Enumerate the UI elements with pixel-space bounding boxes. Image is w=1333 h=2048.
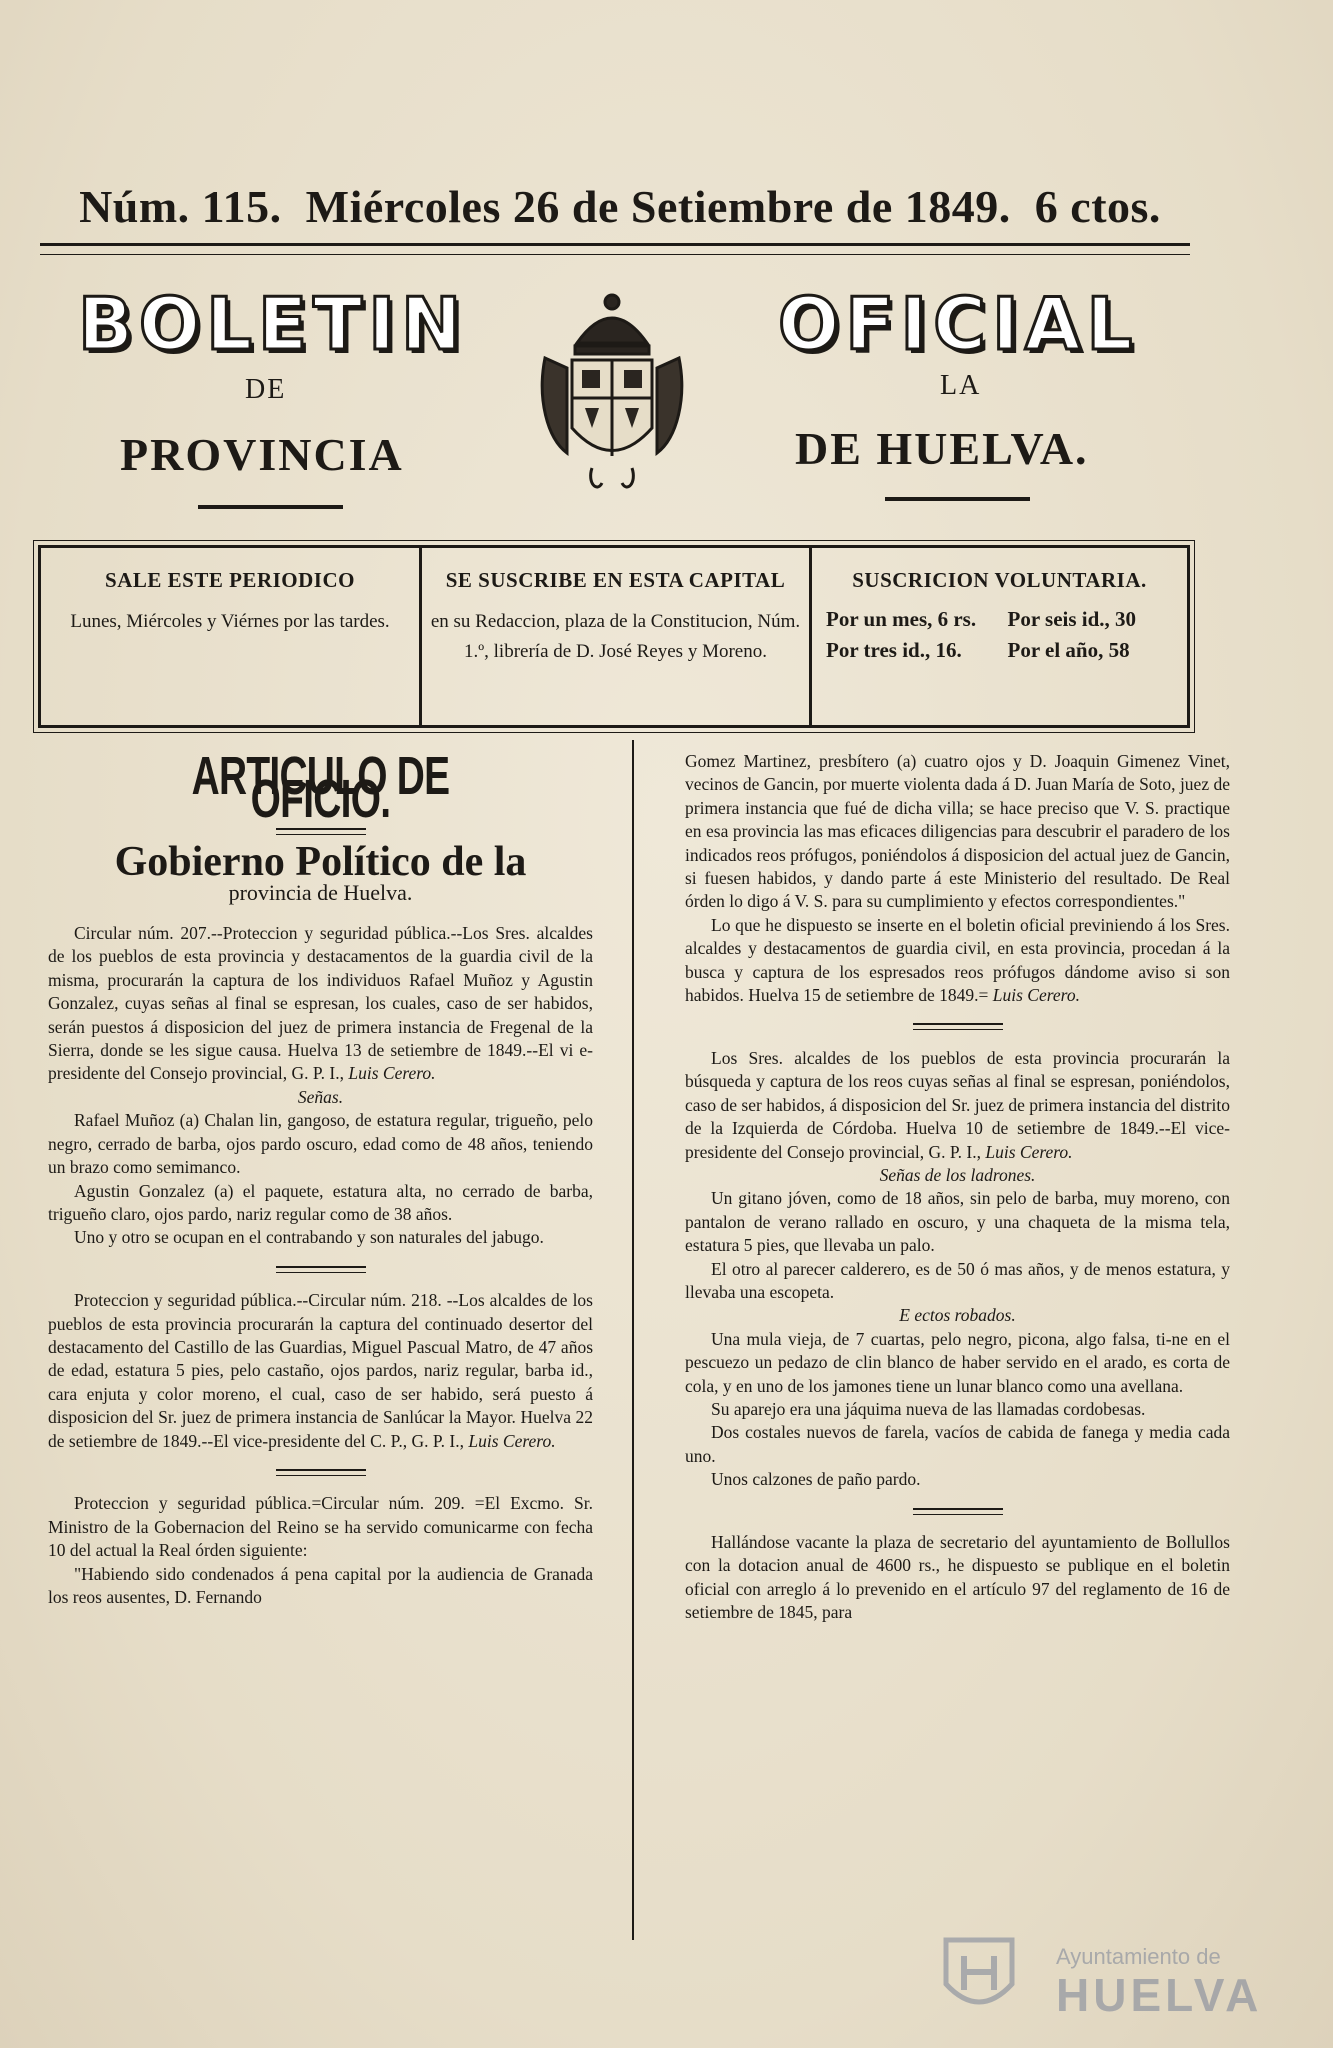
title-la: LA (940, 370, 982, 401)
price-list (818, 607, 1181, 663)
info-publication-text: Lunes, Miércoles y Viérnes por las tardes. (70, 611, 390, 632)
title-oficial: OFICIAL (778, 282, 1139, 366)
ornament-rule (48, 1256, 593, 1279)
senas-heading: Señas. (297, 1086, 344, 1107)
title-provincia: PROVINCIA (120, 429, 404, 480)
title-de: DE (245, 374, 287, 405)
city-shield-icon (940, 1934, 1018, 2020)
left-column (48, 746, 593, 1609)
info-publication-heading: SALE ESTE PERIODICO (105, 568, 355, 592)
lo-que-paragraph: Lo que he dispuesto se inserte en el boletin oficial previniendo á los Sres. alcaldes y destacamentos de guardia civil, en esta provincia, procedan á la busca y captura de los espresados reos prófugos dándome aviso si son habidos. Huelva 15 de setiembre de 1849.= Luis Cerero. (685, 914, 1230, 1006)
watermark-small-text: Ayuntamiento de (1056, 1944, 1221, 1969)
aparejo-description: Su aparejo era una jáquima nueva de las llamadas cordobesas. (711, 1398, 1146, 1419)
issue-date: Miércoles 26 de Setiembre de 1849. (305, 181, 1011, 232)
real-orden-continued: Gomez Martinez, presbítero (a) cuatro ojos y D. Joaquin Gimenez Vinet, vecinos de Gancin, por muerte violenta dada á D. Juan María de Soto, juez de primera instancia que fué de dicha villa; se hace preciso que V. S. practique en esa provincia las mas eficaces diligencias para descubrir el paradero de los indicados reos prófugos, poniéndolos á disposicion del actual juez de Gancin, si fuesen habidos, y dando parte á este Ministerio del resultado. De Real órden lo digo á V. S. para su cumplimiento y efectos correspondientes." (685, 751, 1230, 912)
circular-207: Circular núm. 207.--Proteccion y seguridad pública.--Los Sres. alcaldes de los pueblos de esta provincia y destacamentos de la guardia civil de la misma, procurarán la captura de los individuos Rafael Muñoz y Agustin Gonzalez, cuyas señas al final se espresan, los cuales, caso de ser habidos, serán puestos á disposicion del juez de primera instancia de Fregenal de la Sierra, donde se les sigue causa. Huelva 13 de setiembre de 1849.--El vi e-presidente del Consejo provincial, G. P. I., Luis Cerero. (48, 923, 593, 1084)
mula-description: Una mula vieja, de 7 cuartas, pelo negro, picona, algo falsa, ti-ne en el pescuezo un pedazo de clin blanco de haber servido en el arado, es corta de cola, y en uno de los jamones tiene un lunar blanco como una avellana. (685, 1328, 1230, 1396)
otro-description: El otro al parecer calderero, es de 50 ó mas años, y de menos estatura, y llevaba una escopeta. (685, 1258, 1230, 1302)
calzones-description: Unos calzones de paño pardo. (711, 1469, 921, 1490)
price-item: Por un mes, 6 rs. (826, 607, 977, 631)
info-prices-heading: SUSCRICION VOLUNTARIA. (852, 568, 1147, 592)
description-rafael: Rafael Muñoz (a) Chalan lin, gangoso, de estatura regular, trigueño, pelo negro, cerrado de barba, ojos pardo oscuro, edad como de 48 años, teniendo un brazo como semimanco. (48, 1110, 593, 1178)
title-de-huelva: DE HUELVA. (795, 423, 1089, 474)
section-subtitle: provincia de Huelva. (228, 879, 413, 905)
ornament-rule (685, 1013, 1230, 1036)
masthead (50, 180, 1190, 233)
los-sres-paragraph: Los Sres. alcaldes de los pueblos de esta provincia procurarán la búsqueda y captura de los reos cuyas señas al final se espresan, poniéndolos, caso de ser habidos, á disposicion del Sr. juez de primera instancia del distrito de la Izquierda de Córdoba. Huelva 10 de setiembre de 1849.--El vice-presidente del Consejo provincial, G. P. I., Luis Cerero. (685, 1047, 1230, 1162)
description-agustin: Agustin Gonzalez (a) el paquete, estatura alta, no cerrado de barba, trigueño claro, ojos pardo, nariz regular como de 38 años. (48, 1180, 593, 1224)
real-orden-text: "Habiendo sido condenados á pena capital por la audiencia de Granada los reos ausentes, D. Fernando (48, 1563, 593, 1607)
title-rule-right (885, 497, 1030, 501)
column-divider (632, 740, 634, 1940)
costales-description: Dos costales nuevos de farela, vacíos de cabida de fanega y media cada uno. (685, 1422, 1230, 1466)
right-column (685, 750, 1230, 1625)
section-title: Gobierno Político de la (114, 839, 527, 886)
info-subscribe-text: en su Redaccion, plaza de la Constitucion, Núm. 1.º, librería de D. José Reyes y Moreno. (430, 611, 801, 662)
article-title: ARTICULO DE OFICIO. (191, 746, 450, 830)
price-item: Por tres id., 16. (826, 638, 962, 662)
watermark (940, 1930, 1263, 2025)
masthead-rule (40, 243, 1190, 255)
price-item: Por el año, 58 (1007, 638, 1130, 662)
info-box (38, 545, 1190, 728)
issue-price: 6 ctos. (1034, 181, 1161, 232)
info-subscribe-heading: SE SUSCRIBE EN ESTA CAPITAL (445, 568, 786, 592)
ornament-rule (685, 1498, 1230, 1521)
title-boletin: BOLETIN (78, 282, 468, 366)
info-publication (41, 548, 419, 725)
issue-number: Núm. 115. (79, 181, 282, 232)
watermark-big-text: HUELVA (1056, 1969, 1263, 2021)
vacante-paragraph: Hallándose vacante la plaza de secretario del ayuntamiento de Bollullos con la dotacion anual de 4600 rs., he dispuesto se publique en el boletin oficial con arreglo á lo prevenido en el artículo 97 del reglamento de 16 de setiembre de 1845, para (685, 1532, 1230, 1623)
ornament-rule (48, 1459, 593, 1482)
efectos-heading: E ectos robados. (899, 1305, 1016, 1326)
coat-of-arms-icon (537, 288, 687, 498)
price-item: Por seis id., 30 (1007, 607, 1137, 631)
description-both: Uno y otro se ocupan en el contrabando y son naturales del jabugo. (74, 1227, 544, 1248)
circular-218: Proteccion y seguridad pública.--Circular núm. 218. --Los alcaldes de los pueblos de esta provincia procurarán la captura del continuado desertor del destacamento del Castillo de las Guardias, Miguel Pascual Matro, de 47 años de edad, estatura 5 pies, pelo castaño, ojos pardos, nariz regular, barba id., cara enjuta y color moreno, el cual, caso de ser habido, será puesto á disposicion del Sr. juez de primera instancia de Sanlúcar la Mayor. Huelva 22 de setiembre de 1849.--El vice-presidente del C. P., G. P. I., Luis Cerero. (48, 1290, 593, 1451)
circular-209: Proteccion y seguridad pública.=Circular núm. 209. =El Excmo. Sr. Ministro de la Gobernacion del Reino se ha servido comunicarme con fecha 10 del actual la Real órden siguiente: (48, 1493, 593, 1561)
senas-ladrones-heading: Señas de los ladrones. (879, 1164, 1036, 1185)
info-prices (809, 548, 1187, 725)
title-rule-left (198, 505, 343, 509)
gitano-description: Un gitano jóven, como de 18 años, sin pelo de barba, muy moreno, con pantalon de verano rallado en oscuro, y una chaqueta de la misma tela, estatura 5 pies, que llevaba un palo. (685, 1188, 1230, 1256)
info-subscribe (419, 548, 809, 725)
